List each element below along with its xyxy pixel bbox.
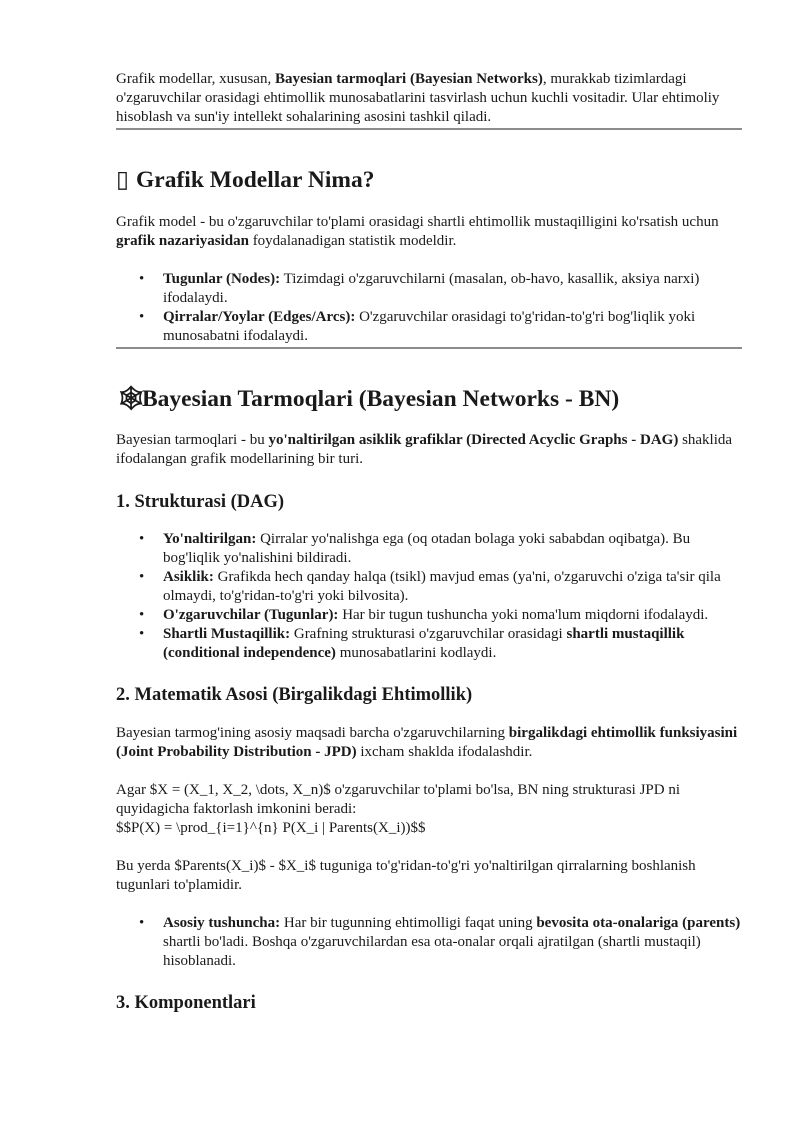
list-item-text: Grafning strukturasi o'zgaruvchilar orasidagi (290, 626, 567, 642)
document-content (116, 70, 742, 1014)
subheading-components: 3. Komponentlari (116, 993, 256, 1013)
section1-list (116, 270, 742, 346)
list-item-text: Har bir tugunning ehtimolligi faqat uning (280, 915, 537, 931)
list-item (163, 568, 742, 606)
list-item (163, 270, 742, 308)
list-item-bold: Tugunlar (Nodes): (163, 271, 281, 287)
paragraph-text: Grafik model - bu o'zgaruvchilar to'plami orasidagi shartli ehtimollik mustaqilligini ko'rsatish uchun (116, 214, 719, 230)
section-title: Grafik Modellar Nima? (136, 167, 375, 193)
web-icon: 🕸 (116, 386, 146, 412)
list-item-bold-2: bevosita ota-onalariga (parents) (536, 915, 741, 931)
list-item-bold-2: shartli mustaqillik (conditional independence) (163, 626, 685, 661)
structure-list (116, 530, 742, 663)
intro-paragraph (116, 70, 742, 127)
list-item-text-2: shartli bo'ladi. Boshqa o'zgaruvchilardan esa ota-onalar orqali ajratilgan (shartli mustaqil) hisoblanadi. (163, 934, 701, 969)
list-item (163, 530, 742, 568)
section-title: Bayesian Tarmoqlari (Bayesian Networks - BN) (142, 386, 620, 412)
section-heading-bayesian-networks (116, 385, 742, 413)
subheading-structure: 1. Strukturasi (DAG) (116, 492, 285, 512)
list-item-text: O'zgaruvchilar orasidagi to'g'ridan-to'g'ri bog'liqlik yoki munosabatni ifodalaydi. (163, 309, 696, 344)
paragraph-text: Agar $X = (X_1, X_2, \dots, X_n)$ o'zgaruvchilar to'plami bo'lsa, BN ning strukturasi JPD ni quyidagicha faktorlash imkonini beradi: (116, 782, 681, 817)
section-heading-graphical-models (116, 166, 742, 194)
list-item-text: Grafikda hech qanday halqa (tsikl) mavjud emas (ya'ni, o'zgaruvchi o'ziga ta'sir qila olmaydi, to'g'ridan-to'g'ri yoki bilvosita). (163, 569, 721, 604)
intro-bold: Bayesian tarmoqlari (Bayesian Networks) (274, 71, 543, 87)
paragraph-bold: yo'naltirilgan asiklik grafiklar (Directed Acyclic Graphs - DAG) (268, 432, 679, 448)
list-item-text: Har bir tugun tushuncha yoki noma'lum miqdorni ifodalaydi. (338, 607, 709, 623)
math-paragraph-2 (116, 781, 742, 838)
list-item-bold: O'zgaruvchilar (Tugunlar): (163, 607, 339, 623)
subheading-math-basis: 2. Matematik Asosi (Birgalikdagi Ehtimollik) (116, 685, 473, 705)
list-item-bold: Qirralar/Yoylar (Edges/Arcs): (163, 309, 356, 325)
paragraph-bold: birgalikdagi ehtimollik funksiyasini (Joint Probability Distribution - JPD) (116, 725, 738, 760)
paragraph-text-2: foydalanadigan statistik modeldir. (248, 233, 457, 249)
section1-paragraph (116, 213, 742, 251)
math-paragraph-1 (116, 724, 742, 762)
list-item (163, 606, 742, 625)
list-item-text: Tizimdagi o'zgaruvchilarni (masalan, ob-havo, kasallik, aksiya narxi) ifodalaydi. (163, 271, 700, 306)
divider (116, 128, 742, 130)
paragraph-text-2: ixcham shaklda ifodalashdir. (356, 744, 533, 760)
formula-text: $$P(X) = \prod_{i=1}^{n} P(X_i | Parents(X_i))$$ (116, 820, 426, 836)
math-list (116, 914, 742, 971)
list-item (163, 625, 742, 663)
missing-glyph-icon: ▯ (116, 167, 129, 193)
math-paragraph-3: Bu yerda $Parents(X_i)$ - $X_i$ tuguniga to'g'ridan-to'g'ri yo'naltirilgan qirralarning boshlanish tugunlari to'plamidir. (116, 858, 696, 893)
list-item-text: Qirralar yo'nalishga ega (oq otadan bolaga yoki sababdan oqibatga). Bu bog'liqlik yo'nalishini bildiradi. (163, 531, 691, 566)
paragraph-text: Bayesian tarmoqlari - bu (116, 432, 269, 448)
list-item-bold: Shartli Mustaqillik: (163, 626, 291, 642)
divider (116, 347, 742, 349)
list-item (163, 914, 742, 971)
section2-paragraph (116, 431, 742, 469)
list-item-bold: Yo'naltirilgan: (163, 531, 257, 547)
list-item (163, 308, 742, 346)
intro-text: Grafik modellar, xususan, (116, 71, 275, 87)
paragraph-bold: grafik nazariyasidan (116, 233, 249, 249)
list-item-text-2: munosabatlarini kodlaydi. (335, 645, 497, 661)
paragraph-text: Bayesian tarmog'ining asosiy maqsadi barcha o'zgaruvchilarning (116, 725, 509, 741)
intro-text-2: , murakkab tizimlardagi o'zgaruvchilar orasidagi ehtimollik munosabatlarini tasvirlash uchun kuchli vositadir. Ular ehtimoliy hisoblash va sun'iy intellekt sohalarining asosini tashkil qiladi. (116, 71, 720, 125)
list-item-bold: Asiklik: (163, 569, 214, 585)
paragraph-text-2: shaklida ifodalangan grafik modellarining bir turi. (116, 432, 733, 467)
list-item-bold: Asosiy tushuncha: (163, 915, 281, 931)
